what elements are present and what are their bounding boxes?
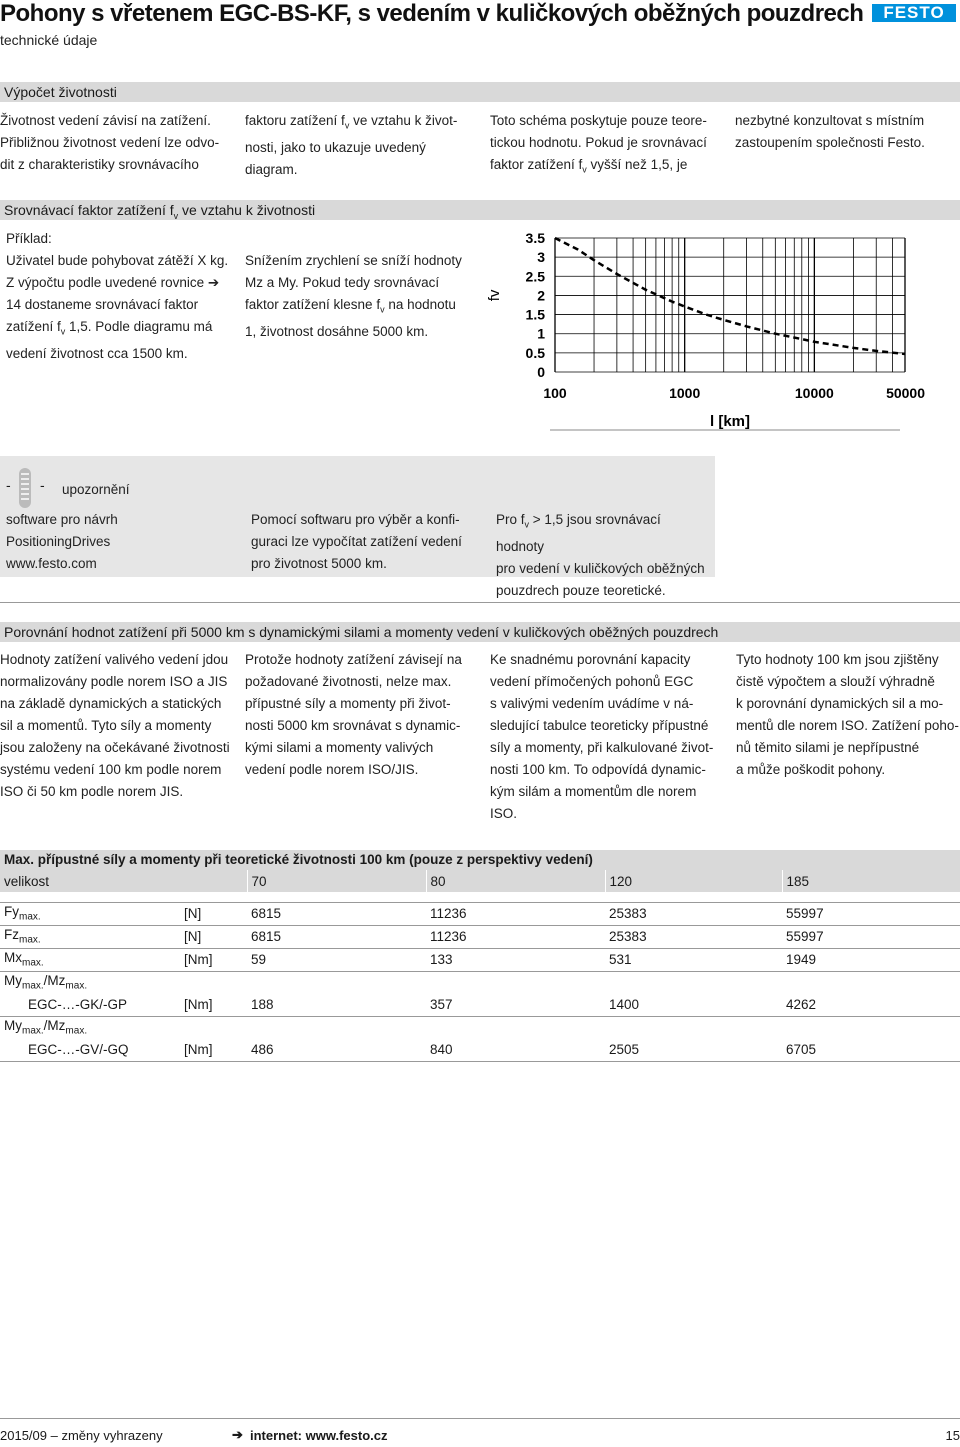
chart-series-line [555,238,905,354]
text-span: na hodnotu [384,297,456,312]
table-spacer [0,892,960,902]
y-tick-label: 0.5 [525,344,545,361]
table-cell: 6705 [786,1042,817,1057]
table-cell: 2505 [609,1042,640,1057]
text-line: přípustné síly a momenty při život- [245,696,451,711]
text-line [490,154,725,181]
section-heading-lifetime: Výpočet životnosti [0,82,960,102]
table-cell: 357 [430,997,453,1012]
y-tick-label: 2.5 [525,268,545,285]
example-text [6,228,241,365]
text-span: /Mz [43,1018,66,1034]
comparison-col3 [490,649,730,825]
text-line: nosti, jako to ukazuje uvedený [245,139,426,155]
table-cell: [N] [184,929,202,944]
subscript: max. [19,934,41,946]
table-cell: 55997 [786,906,824,921]
page-title: Pohony s vřetenem EGC-BS-KF, s vedením v kuličkových oběžných pouzdrech [0,0,864,27]
text-line: 14 dostaneme srovnávací faktor [6,297,199,312]
table-cell: [N] [184,906,202,921]
text-line: nosti 100 km. To odpovídá dynamic- [490,762,706,777]
text-line: Mz a My. Pokud tedy srovnávací [245,275,440,290]
text-line: sledující tabulce teoreticky přípustné [490,718,709,733]
table-cell [0,925,180,948]
table-cell: 486 [251,1042,274,1057]
text-line: vedení přímočených pohonů EGC [490,674,694,689]
text-line: s valivými vedením uvádíme v ná- [490,696,694,711]
text-line: Uživatel bude pohybovat zátěží X kg. [6,253,229,268]
text-line: mentů dle norem ISO. Zatížení poho- [736,718,959,733]
text-line: Životnost vedení závisí na zatížení. [0,113,211,128]
text-line: Snížením zrychlení se sníží hodnoty [245,253,462,268]
text-line: zastoupením společnosti Festo. [735,135,925,150]
subscript: v [344,120,350,131]
text-span: Fy [4,904,19,920]
lifetime-col4 [735,110,960,154]
chart-y-label: fv [486,289,503,302]
comparison-col4 [736,649,960,781]
footer-date: 2015/09 – změny vyhrazeny [0,1428,163,1443]
load-table-body [0,870,960,1062]
chart-x-ticks [543,385,925,401]
text-line: 1, životnost dosáhne 5000 km. [245,323,429,339]
text-line: pouzdrech pouze teoretické. [496,582,666,598]
text-span: ve vztahu k život- [349,113,458,128]
text-line: dit z charakteristiky srovnávacího [0,157,199,172]
table-cell: 188 [251,997,274,1012]
x-tick-label: 1000 [669,385,701,401]
note-col2 [251,509,486,575]
text-line: požadované životnosti, nelze max. [245,674,452,689]
table-header-cell: 80 [426,870,605,892]
table-row [0,902,960,925]
note-dash: - [40,477,45,493]
table-cell: 6815 [251,929,282,944]
text-line: k porovnání dynamických sil a mo- [736,696,944,711]
festo-logo [872,4,956,22]
text-line: guraci lze vypočítat zatížení vedení [251,534,462,549]
table-cell: 11236 [430,906,467,921]
table-cell: 840 [430,1042,453,1057]
text-line: Přibližnou životnost vedení lze odvo- [0,135,220,150]
table-cell: 4262 [786,997,817,1012]
table-cell: 133 [430,952,453,967]
table-cell [0,1039,24,1062]
text-line: pro vedení v kuličkových oběžných [496,560,705,576]
text-span: faktor zatížení klesne f [245,297,381,312]
page-subtitle: technické údaje [0,32,98,48]
note-dash: - [6,477,11,493]
text-line: Protože hodnoty zatížení závisejí na [245,652,462,667]
table-cell: 59 [251,952,267,967]
table-cell: [Nm] [184,952,213,967]
text-line: síly a momenty, při kalkulované život- [490,740,714,755]
table-cell: 25383 [609,929,647,944]
text-line: software pro návrh [6,512,118,527]
lifetime-chart [485,222,945,437]
comparison-col2 [245,649,485,781]
table-cell: 11236 [430,929,467,944]
table-cell [0,948,180,971]
text-line: nosti 5000 km srovnávat s dynamic- [245,718,461,733]
text-line: ISO. [490,806,518,821]
text-line [6,316,241,343]
text-line: na základě dynamických a statických [0,696,222,711]
table-cell: 25383 [609,906,647,921]
table-cell [0,994,24,1017]
table-heading: Max. přípustné síly a momenty při teoretické životnosti 100 km (pouze z perspektivy vedení) [0,850,960,870]
y-tick-label: 0 [537,364,545,380]
text-line: nezbytné konzultovat s místním [735,113,925,128]
table-row [0,1039,960,1062]
subscript: v [380,304,385,315]
note-col1 [6,509,236,575]
footer-link[interactable]: internet: www.festo.cz [250,1428,388,1443]
text-line: čistě výpočtem a slouží výhradně [736,674,935,689]
text-line: Pomocí softwaru pro výběr a konfi- [251,512,460,527]
text-span: My [4,1018,22,1034]
text-line: Toto schéma poskytuje pouze teore- [490,113,707,128]
text-line: a může poškodit pohony. [736,762,886,777]
table-cell [0,902,180,925]
subscript: max. [22,1025,44,1037]
text-line: kým silám a momentům dle norem [490,784,697,799]
x-tick-label: 100 [543,385,567,401]
text-line: ISO či 50 km podle norem JIS. [0,784,184,799]
text-line: vedení podle norem ISO/JIS. [245,762,419,777]
text-line: PositioningDrives [6,534,111,549]
table-cell: [Nm] [184,997,213,1012]
comparison-col1 [0,649,240,803]
divider [0,602,960,603]
text-line [245,110,480,137]
table-cell [0,1016,960,1039]
example2-text [245,250,485,343]
text-span: 1,5. Podle diagramu má [65,319,213,334]
x-tick-label: 50000 [886,385,925,401]
table-group-row [0,971,960,994]
lifetime-col2 [245,110,480,181]
subscript: max. [19,911,41,923]
text-line: www.festo.com [6,556,97,571]
table-cell: 1949 [786,952,817,967]
text-span: Srovnávací faktor zatížení f [4,202,174,218]
table-cell [0,971,960,994]
chart-grid [555,238,905,372]
note-label: upozornění [62,482,130,497]
text-span: Mx [4,950,22,966]
subscript: v [524,519,530,530]
text-span: faktor zatížení f [490,157,583,172]
table-cell: [Nm] [184,1042,213,1057]
load-table [0,850,960,1062]
table-header-cell: 185 [782,870,960,892]
section-heading-comparison: Porovnání hodnot zatížení při 5000 km s dynamickými silami a momenty vedení v kuličkových oběžných pouzdrech [0,622,960,642]
y-tick-label: 1 [537,325,545,342]
footer-divider [0,1418,960,1419]
table-cell: 55997 [786,929,824,944]
table-cell: 1400 [609,997,640,1012]
text-line: tickou hodnotu. Pokud je srovnávací [490,135,707,150]
note-col3 [496,509,711,602]
subscript: max. [22,957,44,969]
table-header-cell: 70 [247,870,426,892]
lifetime-col3 [490,110,725,181]
text-line: jsou založeny na očekávané životnosti [0,740,230,755]
chart-x-label: l [km] [710,413,751,430]
text-line: diagram. [245,161,298,177]
text-line: vedení životnost cca 1500 km. [6,345,188,361]
text-line: kými silami a momenty valivých [245,740,434,755]
text-span: zatížení f [6,319,61,334]
y-tick-label: 3 [537,249,545,266]
subscript: max. [22,980,44,992]
table-spacer-cell [0,892,960,902]
text-line: sil a momentů. Tyto síly a momenty [0,718,212,733]
text-line: Tyto hodnoty 100 km jsou zjištěny [736,652,939,667]
subscript: max. [65,1025,88,1037]
text-span: > 1,5 jsou srovnávací hodnoty [496,512,661,554]
y-tick-label: 1.5 [525,306,545,323]
arrow-icon: ➔ [232,1427,243,1442]
text-line: Hodnoty zatížení valivého vedení jdou [0,652,229,667]
subscript: v [173,210,179,221]
y-tick-label: 3.5 [525,230,545,246]
chart-y-ticks [526,230,546,380]
table-cell: 531 [609,952,632,967]
subscript: v [582,164,587,175]
text-span: faktoru zatížení f [245,113,345,128]
table-cell: EGC-…-GK/-GP [28,997,128,1012]
table-header-cell: 120 [605,870,782,892]
x-tick-label: 10000 [794,385,834,401]
table-row [0,925,960,948]
text-span: Fz [4,927,19,943]
page-number: 15 [945,1428,960,1443]
table-header-row [0,870,960,892]
text-span: ve vztahu k životnosti [178,202,316,218]
text-line [496,509,711,558]
text-line: Příklad: [6,231,52,246]
table-cell: 6815 [251,906,282,921]
text-line: systému vedení 100 km podle norem [0,762,222,777]
logo-text: FESTO [883,3,945,22]
table-cell: EGC-…-GV/-GQ [28,1042,129,1057]
text-span: vyšší než 1,5, je [586,157,688,172]
text-line: Z výpočtu podle uvedené rovnice ➔ [6,275,220,290]
table-row [0,948,960,971]
text-line: normalizovány podle norem ISO a JIS [0,674,228,689]
table-group-row [0,1016,960,1039]
text-line: Ke snadnému porovnání kapacity [490,652,691,667]
section-heading-chart [0,200,960,220]
text-span: Pro f [496,512,525,527]
subscript: v [60,326,66,337]
text-span: /Mz [43,973,66,989]
text-line: nů těmito silami je nepřípustné [736,740,920,755]
text-line: pro životnost 5000 km. [251,556,387,571]
text-line [245,294,485,321]
table-header-cell: velikost [4,873,50,889]
y-tick-label: 2 [537,287,545,304]
table-row [0,994,960,1017]
text-span: My [4,973,22,989]
lifetime-col1 [0,110,235,176]
subscript: max. [65,980,88,992]
warning-icon [18,468,32,508]
